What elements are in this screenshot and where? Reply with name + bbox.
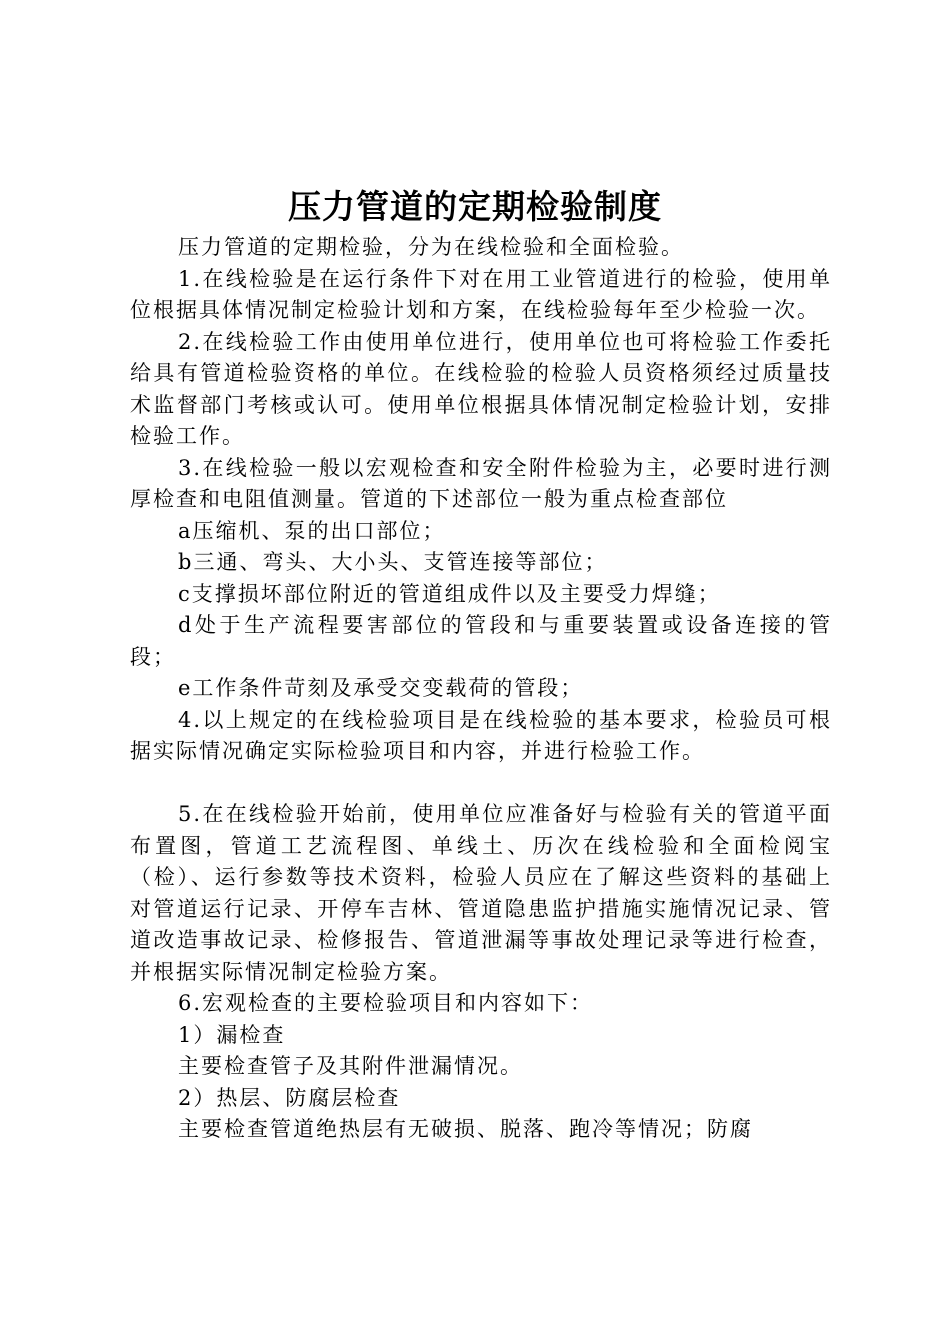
document-body: [130, 232, 832, 1146]
paragraph-subitem-e: e工作条件苛刻及承受交变载荷的管段；: [178, 676, 584, 700]
paragraph-item-3: 3.在线检验一般以宏观检查和安全附件检验为主，必要时进行测厚检查和电阻值测量。管道的下述部位一般为重点检查部位: [130, 455, 832, 511]
document-title: 压力管道的定期检验制度: [288, 187, 662, 226]
paragraph-intro: 压力管道的定期检验，分为在线检验和全面检验。: [178, 235, 684, 259]
paragraph-item-6: 6.宏观检查的主要检验项目和内容如下：: [178, 991, 594, 1015]
paragraph-item-4: 4.以上规定的在线检验项目是在线检验的基本要求，检验员可根据实际情况确定实际检验项目和内容，并进行检验工作。: [130, 707, 832, 763]
paragraph-subheading-1: 1）漏检查: [178, 1022, 286, 1047]
paragraph-subitem-c: c支撑损坏部位附近的管道组成件以及主要受力焊缝；: [178, 581, 721, 606]
paragraph-subitem-a: a压缩机、泵的出口部位；: [178, 518, 446, 543]
paragraph-item-1: 1.在线检验是在运行条件下对在用工业管道进行的检验，使用单位根据具体情况制定检验计划和方案，在线检验每年至少检验一次。: [130, 266, 832, 322]
paragraph-item-2: 2.在线检验工作由使用单位进行，使用单位也可将检验工作委托给具有管道检验资格的单位。在线检验的检验人员资格须经过质量技术监督部门考核或认可。使用单位根据具体情况制定检验计划，安排检验工作。: [130, 329, 832, 448]
paragraph-subitem-b: b三通、弯头、大小头、支管连接等部位；: [178, 550, 608, 574]
paragraph-subheading-2-body: 主要检查管道绝热层有无破损、脱落、跑冷等情况；防腐: [178, 1117, 753, 1141]
paragraph-subitem-d: d处于生产流程要害部位的管段和与重要装置或设备连接的管段；: [130, 613, 832, 669]
paragraph-subheading-1-body: 主要检查管子及其附件泄漏情况。: [178, 1054, 523, 1078]
paragraph-subheading-2: 2）热层、防腐层检查: [178, 1085, 401, 1110]
paragraph-item-5: 5.在在线检验开始前，使用单位应准备好与检验有关的管道平面布置图，管道工艺流程图、单线土、历次在线检验和全面检阅宝（检）、运行参数等技术资料，检验人员应在了解这些资料的基础上对管道运行记录、开停车吉林、管道隐患监护措施实施情况记录、管道改造事故记录、检修报告、管道泄漏等事故处理记录等进行检查，并根据实际情况制定检验方案。: [130, 802, 832, 984]
